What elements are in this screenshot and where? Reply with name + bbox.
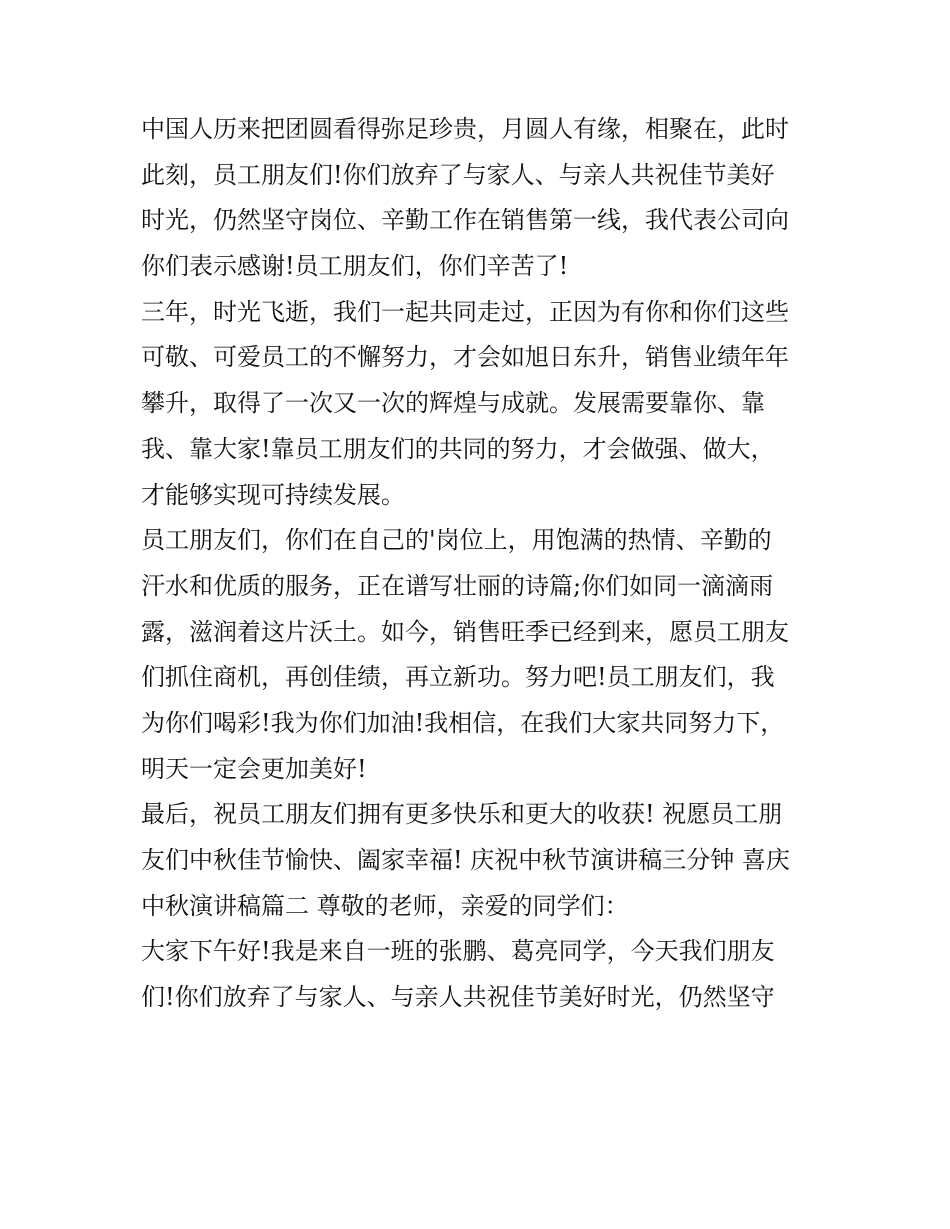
text-line: 明天一定会更加美好! bbox=[141, 754, 367, 783]
text-line: 员工朋友们，你们在自己的'岗位上，用饱满的热情、辛勤的 bbox=[141, 526, 772, 555]
text-line: 友们中秋佳节愉快、阖家幸福! 庆祝中秋节演讲稿三分钟 喜庆 bbox=[141, 846, 790, 874]
text-line: 可敬、可爱员工的不懈努力，才会如旭日东升，销售业绩年年 bbox=[141, 343, 789, 372]
text-line: 大家下午好!我是来自一班的张鹏、葛亮同学，今天我们朋友 bbox=[141, 937, 775, 966]
text-line: 三年，时光飞逝，我们一起共同走过，正因为有你和你们这些 bbox=[141, 297, 789, 326]
text-line: 攀升，取得了一次又一次的辉煌与成就。发展需要靠你、靠 bbox=[141, 389, 765, 418]
document-body bbox=[141, 107, 821, 1021]
text-line: 露，滋润着这片沃土。如今，销售旺季已经到来，愿员工朋友 bbox=[141, 617, 789, 646]
text-line: 们!你们放弃了与家人、与亲人共祝佳节美好时光，仍然坚守 bbox=[141, 983, 775, 1012]
text-line: 们抓住商机，再创佳绩，再立新功。努力吧!员工朋友们，我 bbox=[141, 663, 775, 692]
text-line: 为你们喝彩!我为你们加油!我相信，在我们大家共同努力下， bbox=[141, 708, 785, 737]
text-line: 时光，仍然坚守岗位、辛勤工作在销售第一线，我代表公司向 bbox=[141, 206, 789, 235]
text-line: 最后，祝员工朋友们拥有更多快乐和更大的收获! 祝愿员工朋 bbox=[141, 800, 783, 829]
text-line: 你们表示感谢!员工朋友们，你们辛苦了! bbox=[141, 252, 569, 281]
text-line: 我、靠大家!靠员工朋友们的共同的努力，才会做强、做大， bbox=[141, 434, 775, 463]
text-line: 此刻，员工朋友们!你们放弃了与家人、与亲人共祝佳节美好 bbox=[141, 160, 775, 189]
text-line: 中秋演讲稿篇二 尊敬的老师，亲爱的同学们： bbox=[141, 891, 629, 920]
text-line: 中国人历来把团圆看得弥足珍贵，月圆人有缘，相聚在，此时 bbox=[141, 115, 789, 143]
text-line: 才能够实现可持续发展。 bbox=[141, 480, 405, 509]
text-line: 汗水和优质的服务，正在谱写壮丽的诗篇;你们如同一滴滴雨 bbox=[141, 571, 774, 600]
